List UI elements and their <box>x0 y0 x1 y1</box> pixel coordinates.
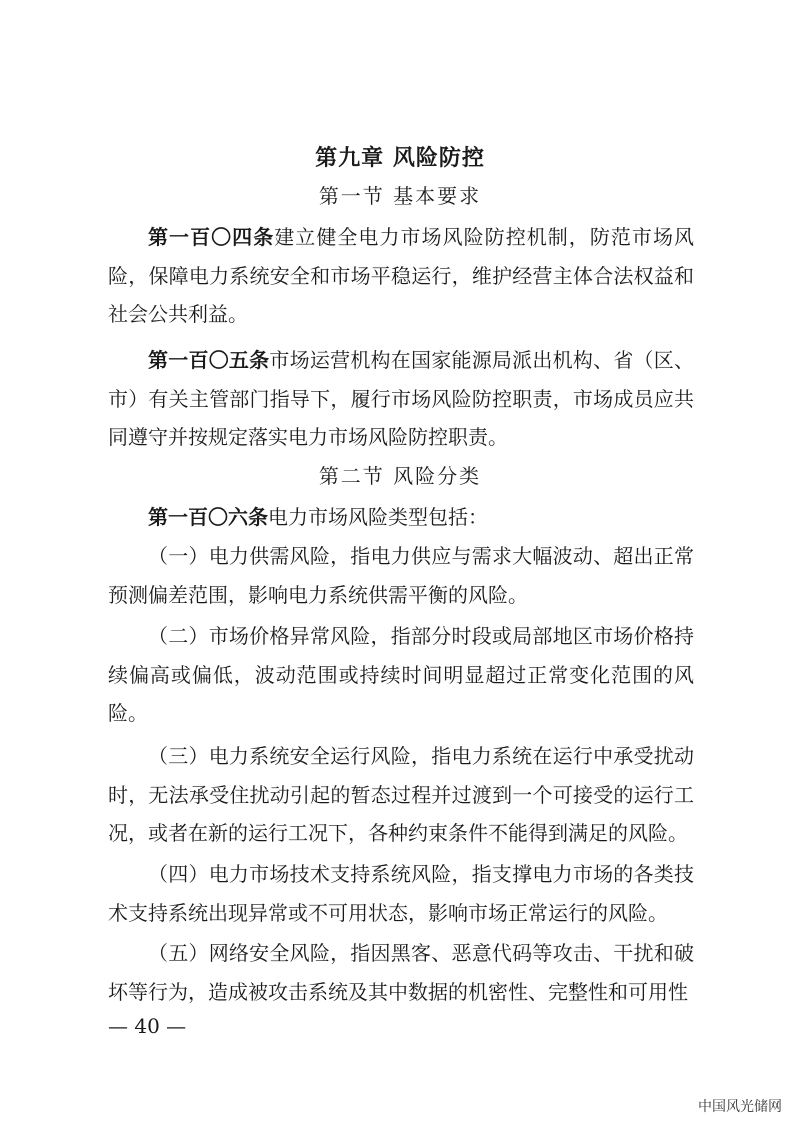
page-number: — 40 — <box>108 1014 187 1038</box>
section-title-basic-requirements: 第一节 基本要求 <box>318 184 482 208</box>
risk-item-2: （二）市场价格异常风险，指部分时段或局部地区市场价格持续偏高或偏低，波动范围或持续时间明显超过正常变化范围的风险。 <box>108 624 694 725</box>
article-104 <box>108 218 694 334</box>
watermark: 中国风光储网 <box>698 1099 782 1115</box>
risk-item-1: （一）电力供需风险，指电力供应与需求大幅波动、超出正常预测偏差范围，影响电力系统供需平衡的风险。 <box>108 544 694 607</box>
risk-item-3: （三）电力系统安全运行风险，指电力系统在运行中承受扰动时，无法承受住扰动引起的暂态过程并过渡到一个可接受的运行工况，或者在新的运行工况下，各种约束条件不能得到满足的风险。 <box>108 744 694 845</box>
article-label: 第一百〇五条 <box>148 348 270 372</box>
article-label: 第一百〇六条 <box>148 505 268 529</box>
chapter-title: 第九章 风险防控 <box>315 146 485 171</box>
section-title-risk-classification: 第二节 风险分类 <box>318 464 482 488</box>
risk-item-5: （五）网络安全风险，指因黑客、恶意代码等攻击、干扰和破坏等行为，造成被攻击系统及其中数据的机密性、完整性和可用性 <box>108 941 694 1004</box>
risk-item-4: （四）电力市场技术支持系统风险，指支撑电力市场的各类技术支持系统出现异常或不可用状态，影响市场正常运行的风险。 <box>108 862 694 925</box>
article-106 <box>108 498 694 537</box>
article-label: 第一百〇四条 <box>148 225 275 249</box>
article-text: 电力市场风险类型包括： <box>268 505 488 529</box>
article-text: 建立健全电力市场风险防控机制，防范市场风险，保障电力系统安全和市场平稳运行，维护经营主体合法权益和社会公共利益。 <box>108 225 695 326</box>
article-105 <box>108 341 694 457</box>
article-text: 市场运营机构在国家能源局派出机构、省（区、市）有关主管部门指导下，履行市场风险防控职责，市场成员应共同遵守并按规定落实电力市场风险防控职责。 <box>108 348 695 449</box>
